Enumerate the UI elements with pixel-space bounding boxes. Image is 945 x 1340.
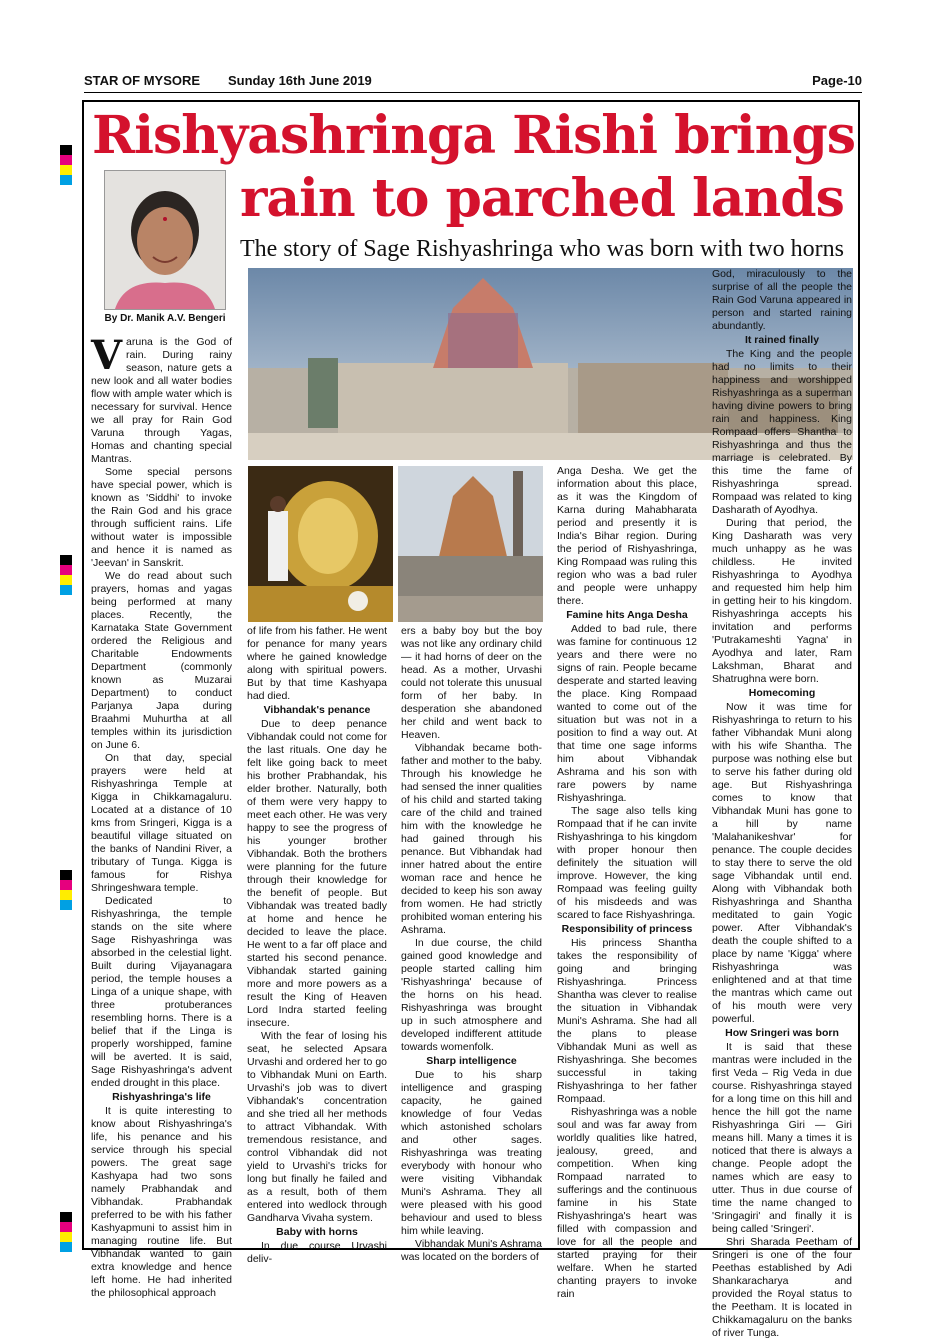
registration-mark (60, 1212, 72, 1252)
subheadline: The story of Sage Rishyashringa who was born with two horns (240, 236, 844, 262)
paragraph: We do read about such prayers, homas and yagas being performed at many places. Recently, the Karnataka State Government ordered the Religious and Charitable Endowments Department (commonly known as Muzarai Department) to conduct Parjanya Japa during Braahmi Muhurtha at all temples within its jurisdiction on June 6. (91, 570, 232, 751)
paragraph: With the fear of losing his seat, he selected Apsara Urvashi and ordered her to go to Vibhandak Muni on Earth. Urvashi's job was to divert Vibhandak's concentration and she tried all her methods to attract Vibhandak. With tremendous resistance, and control Vibhandak did not yield to Urvashi's tricks for long but finally he failed and as a result, both of them entered into wedlock through Gandharva Vivaha system. (247, 1030, 387, 1224)
paragraph: It is said that these mantras were included in the first Veda – Rig Veda in due course. Rishyashringa stayed for a long time on this hill and hence the hill got the name Rishyashringa Giri — Giri means hill. Many a times it is noticed that there is always a change. People adopt the names which are easy to utter. Thus in due course of time the name changed to 'Sringagiri' and finally it is being called 'Sringeri'. (712, 1041, 852, 1235)
paragraph: Vibhandak became both-father and mother to the baby. Through his knowledge he had sensed the inner qualities of his child and started taking care of the child and trained him with the knowledge he had gained through his penance. But Vibhandak had inner hatred about the entire woman race and hence he decided to keep his son away from women. He had strictly prohibited woman entering his Ashrama. (401, 742, 542, 936)
paragraph: Anga Desha. We get the information about this place, as it was the Kingdom of Karna during Mahabharata period and presently it is India's Bihar region. During the period of Rishyashringa, King Rompaad was ruling this region who was a bad ruler and people were unhappy there. (557, 465, 697, 607)
issue-date: Sunday 16th June 2019 (228, 73, 372, 88)
paragraph: aruna is the God of rain. During rainy season, nature gets a new look and all water bodies flow with ample water which is necessary for survival. Hence we all pray for Rain God Varuna through Yagas, Homas and chanting special Mantras. (91, 336, 232, 465)
author-photo (104, 170, 226, 310)
article-column-3 (401, 625, 542, 1264)
paragraph: Due to his sharp intelligence and grasping capacity, he gained knowledge of four Vedas which astonished scholars and other sages. Rishyashringa was treating everybody with honour who were visiting Vibhandak Muni's Ashrama. They all were pleased with his good behaviour and used to bless him while leaving. (401, 1069, 542, 1237)
registration-mark (60, 870, 72, 910)
paragraph: Shri Sharada Peetham of Sringeri is one of the four Peethas established by Adi Shankaracharya and provided the Royal status to the Peetham. It is located in Chikkamagaluru on the banks of river Tunga. (712, 1236, 852, 1339)
paragraph: ers a baby boy but the boy was not like any ordinary child — it had horns of deer on the head. As a mother, Urvashi could not tolerate this unusual form of her baby. In desperation she abandoned her child and went back to Heaven. (401, 625, 542, 741)
tower-photo (398, 466, 543, 622)
page-number: Page-10 (812, 73, 862, 88)
paragraph: Added to bad rule, there was famine for continuous 12 years and there were no signs of rain. People became desperate and started leaving the place. King Rompaad wanted to come out of the situation but was not in a position to find a way out. At that time one sage informs him about Vibhandak Ashrama and his son with rare powers by name Rishyashringa. (557, 623, 697, 804)
paragraph: The King and the people had no limits to their happiness and worshipped Rishyashringa as a superman having divine powers to bring rain and happiness. King Rompaad offers Shantha to Rishyashringa and thus the marriage is celebrated. By this time the fame of Rishyashringa spread. Rompaad was related to king Dasharath of Ayodhya. (712, 348, 852, 516)
paragraph: Vibhandak Muni's Ashrama was located on the borders of (401, 1238, 542, 1263)
subheading: It rained finally (744, 334, 820, 346)
paper-name: STAR OF MYSORE (84, 73, 201, 88)
registration-mark (60, 145, 72, 185)
byline: By Dr. Manik A.V. Bengeri (104, 313, 226, 324)
subheading: Famine hits Anga Desha (566, 609, 688, 621)
paragraph: The sage also tells king Rompaad that if he can invite Rishyashringa to his kingdom with proper honour then definitely the situation will improve. However, the king Rompaad was feeling guilty of his misdeeds and was scared to face Rishyashringa. (557, 805, 697, 921)
registration-mark (60, 555, 72, 595)
subheading: Sharp intelligence (426, 1055, 517, 1067)
drop-cap: V (91, 332, 123, 379)
subheading: Responsibility of princess (561, 923, 693, 935)
paragraph: Due to deep penance Vibhandak could not come for the last rituals. One day he felt like going back to meet his brother Prabhandak, his elder brother. Naturally, both of them were very happy to meet each other. He was very happy to see the progress of his younger brother Vibhandak. Both the brothers were planning for the future through their knowledge for the benefit of people. But Vibhandak was treated badly at home and hence he decided to leave the place. He went to a far off place and started his second penance. Vibhandak started gaining more and more powers as a result the King of Heaven Lord Indra started feeling insecure. (247, 718, 387, 1029)
headline-line-1: Rishyashringa Rishi brings (92, 105, 856, 166)
subheading: How Sringeri was born (725, 1027, 839, 1039)
subheading: Vibhandak's penance (263, 704, 371, 716)
paragraph: Dedicated to Rishyashringa, the temple stands on the site where Sage Rishyashringa was absorbed in the celestial light. Built during Vijayanagara period, the temple houses a Linga of a unique shape, with three protuberances resembling horns. There is a belief that if the Linga is properly worshipped, famine will be averted. It is said, Sage Rishyashringa's advent ended drought in this place. (91, 895, 232, 1089)
headline-line-2: rain to parched lands (240, 168, 844, 229)
page-header (84, 70, 862, 90)
subheading: Baby with horns (276, 1226, 358, 1238)
paragraph: In due course, the child gained good knowledge and people started calling him 'Rishyashringa' because of the horns on his head. Rishyashringa was brought up in such atmosphere and developed indifferent attitude towards womenfolk. (401, 937, 542, 1053)
idol-photo (248, 466, 393, 622)
paragraph: His princess Shantha takes the responsibility of going and bringing Rishyashringa. Princess Shantha was clever to realise the situation in Vibhandak Muni's Ashrama. She had all the plans to please Vibhandak Muni as well as Rishyashringa. She becomes successful in taking Rishyashringa to her father Rompaad. (557, 937, 697, 1105)
header-rule (84, 92, 862, 93)
paragraph: It is quite interesting to know about Rishyashringa's life, his penance and his service through his special powers. The great sage Kashyapa had two sons namely Prabhandak and Vibhandak. Prabhandak preferred to be with his father Kashyapmuni to assist him in managing routine life. But Vibhandak wanted to gain extra knowledge and hence left home. He had inherited the philosophical approach (91, 1105, 232, 1299)
paragraph: During that period, the King Dasharath was very much unhappy as he was childless. He invited Rishyashringa to Ayodhya and requested him help him in getting heir to his kingdom. Rishyashringa accepts his invitation and performs 'Putrakameshti Yagna' in Ayodhya and later, Ram Lakshman, Bharat and Shatrughna were born. (712, 517, 852, 685)
article-column-5 (712, 268, 852, 1340)
paragraph: In due course Urvashi deliv- (247, 1240, 387, 1265)
paragraph: Rishyashringa was a noble soul and was far away from worldly qualities like hatred, jealousy, greed, and competition. When king Rompaad narrated to sufferings and the continuous famine in his State Rishyashringa's heart was filled with compassion and love for all the people and started praying for their welfare. When he started chanting prayers to invoke rain (557, 1106, 697, 1300)
subheading: Rishyashringa's life (112, 1091, 211, 1103)
article-column-4 (557, 465, 697, 1301)
paragraph: of life from his father. He went for penance for many years where he gained knowledge along with spiritual powers. But by that time Kashyapa had died. (247, 625, 387, 702)
paragraph: God, miraculously to the surprise of all the people the Rain God Varuna appeared in person and started raining abundantly. (712, 268, 852, 332)
paragraph: Now it was time for Rishyashringa to return to his father Vibhandak Muni along with his wife Shantha. The purpose was nothing else but to serve his father during old age. But Rishyashringa comes to know that Vibhandak Muni has gone to a hill by name 'Malahanikeshvar' for penance. The couple decides to stay there to serve the old sage Vibhandak until end. Along with Vibhandak both Rishyashringa and Shantha meditated to gain Yogic power. After Vibhandak's death the couple shifted to a place by name 'Kigga' where Rishyashringa was enlightened and at that time the mantras which came out of his mouth were very powerful. (712, 701, 852, 1025)
article-column-2 (247, 625, 387, 1266)
paragraph: Some special persons have special power, which is known as 'Siddhi' to invoke the Rain God and his grace through sufficient rains. Life without water is impossible and hence it is named as 'Jeevan' in Sanskrit. (91, 466, 232, 569)
article-column-1 (91, 332, 232, 1300)
subheading: Homecoming (748, 687, 816, 699)
paragraph: On that day, special prayers were held at Rishyashringa Temple at Kigga in Chikkamagaluru. Located at a distance of 10 kms from Sringeri, Kigga is a beautiful village situated on the banks of Nandini River, a tributary of Tunga. Kigga is famous for Rishya Shringeshwara temple. (91, 752, 232, 894)
